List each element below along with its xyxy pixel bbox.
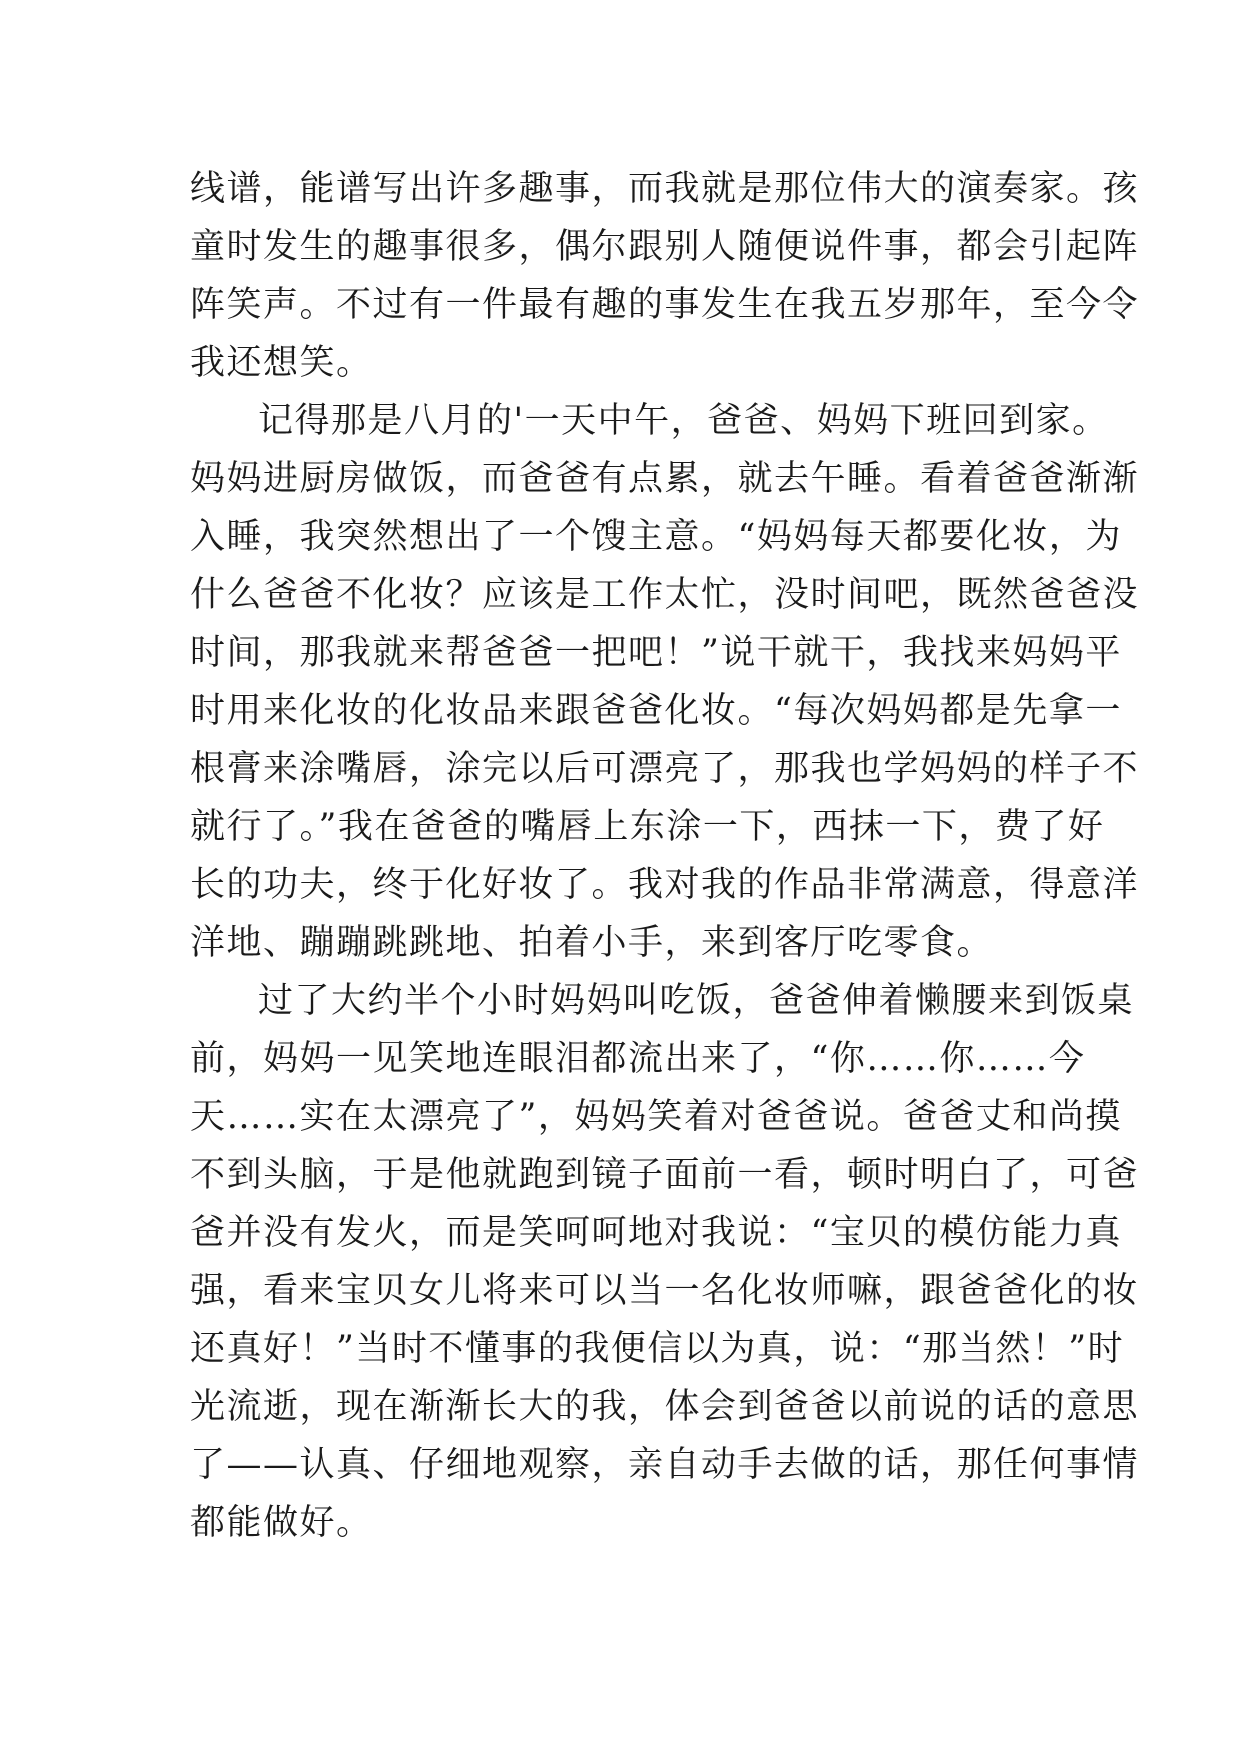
text-line: 我还想笑。 [190,343,373,383]
text-line: 线谱，能谱写出许多趣事，而我就是那位伟大的演奏家。孩 [190,169,1140,209]
text-line: 长的功夫，终于化好妆了。我对我的作品非常满意，得意洋 [190,865,1140,905]
paragraph-3 [190,972,1140,1552]
text-line: 什么爸爸不化妆？应该是工作太忙，没时间吧，既然爸爸没 [190,575,1140,615]
text-line: 时间，那我就来帮爸爸一把吧！”说干就干，我找来妈妈平 [190,633,1122,673]
text-line: 强，看来宝贝女儿将来可以当一名化妆师嘛，跟爸爸化的妆 [190,1271,1140,1311]
text-line: 阵笑声。不过有一件最有趣的事发生在我五岁那年，至今令 [190,285,1140,325]
text-line: 天……实在太漂亮了”，妈妈笑着对爸爸说。爸爸丈和尚摸 [190,1097,1122,1137]
text-line: 妈妈进厨房做饭，而爸爸有点累，就去午睡。看着爸爸渐渐 [190,459,1140,499]
text-line: 时用来化妆的化妆品来跟爸爸化妆。“每次妈妈都是先拿一 [190,691,1122,731]
text-line: 童时发生的趣事很多，偶尔跟别人随便说件事，都会引起阵 [190,227,1140,267]
paragraph-1 [190,160,1140,392]
text-line: 光流逝，现在渐渐长大的我，体会到爸爸以前说的话的意思 [190,1387,1140,1427]
text-line: 爸并没有发火，而是笑呵呵地对我说：“宝贝的模仿能力真 [190,1213,1122,1253]
text-line: 洋地、蹦蹦跳跳地、拍着小手，来到客厅吃零食。 [190,923,994,963]
text-line: 入睡，我突然想出了一个馊主意。“妈妈每天都要化妆，为 [190,517,1122,557]
text-line: 就行了。”我在爸爸的嘴唇上东涂一下，西抹一下，费了好 [190,807,1105,847]
text-line: 都能做好。 [190,1503,373,1543]
paragraph-2 [190,392,1140,972]
text-line: 不到头脑，于是他就跑到镜子面前一看，顿时明白了，可爸 [190,1155,1140,1195]
text-line: 还真好！”当时不懂事的我便信以为真，说：“那当然！”时 [190,1329,1125,1369]
essay-body [190,160,1140,1552]
text-line: 记得那是八月的'一天中午，爸爸、妈妈下班回到家。 [258,401,1109,441]
text-line: 过了大约半个小时妈妈叫吃饭，爸爸伸着懒腰来到饭桌 [258,981,1135,1021]
text-line: 根膏来涂嘴唇，涂完以后可漂亮了，那我也学妈妈的样子不 [190,749,1140,789]
text-line: 了——认真、仔细地观察，亲自动手去做的话，那任何事情 [190,1445,1140,1485]
text-line: 前，妈妈一见笑地连眼泪都流出来了，“你……你……今 [190,1039,1086,1079]
